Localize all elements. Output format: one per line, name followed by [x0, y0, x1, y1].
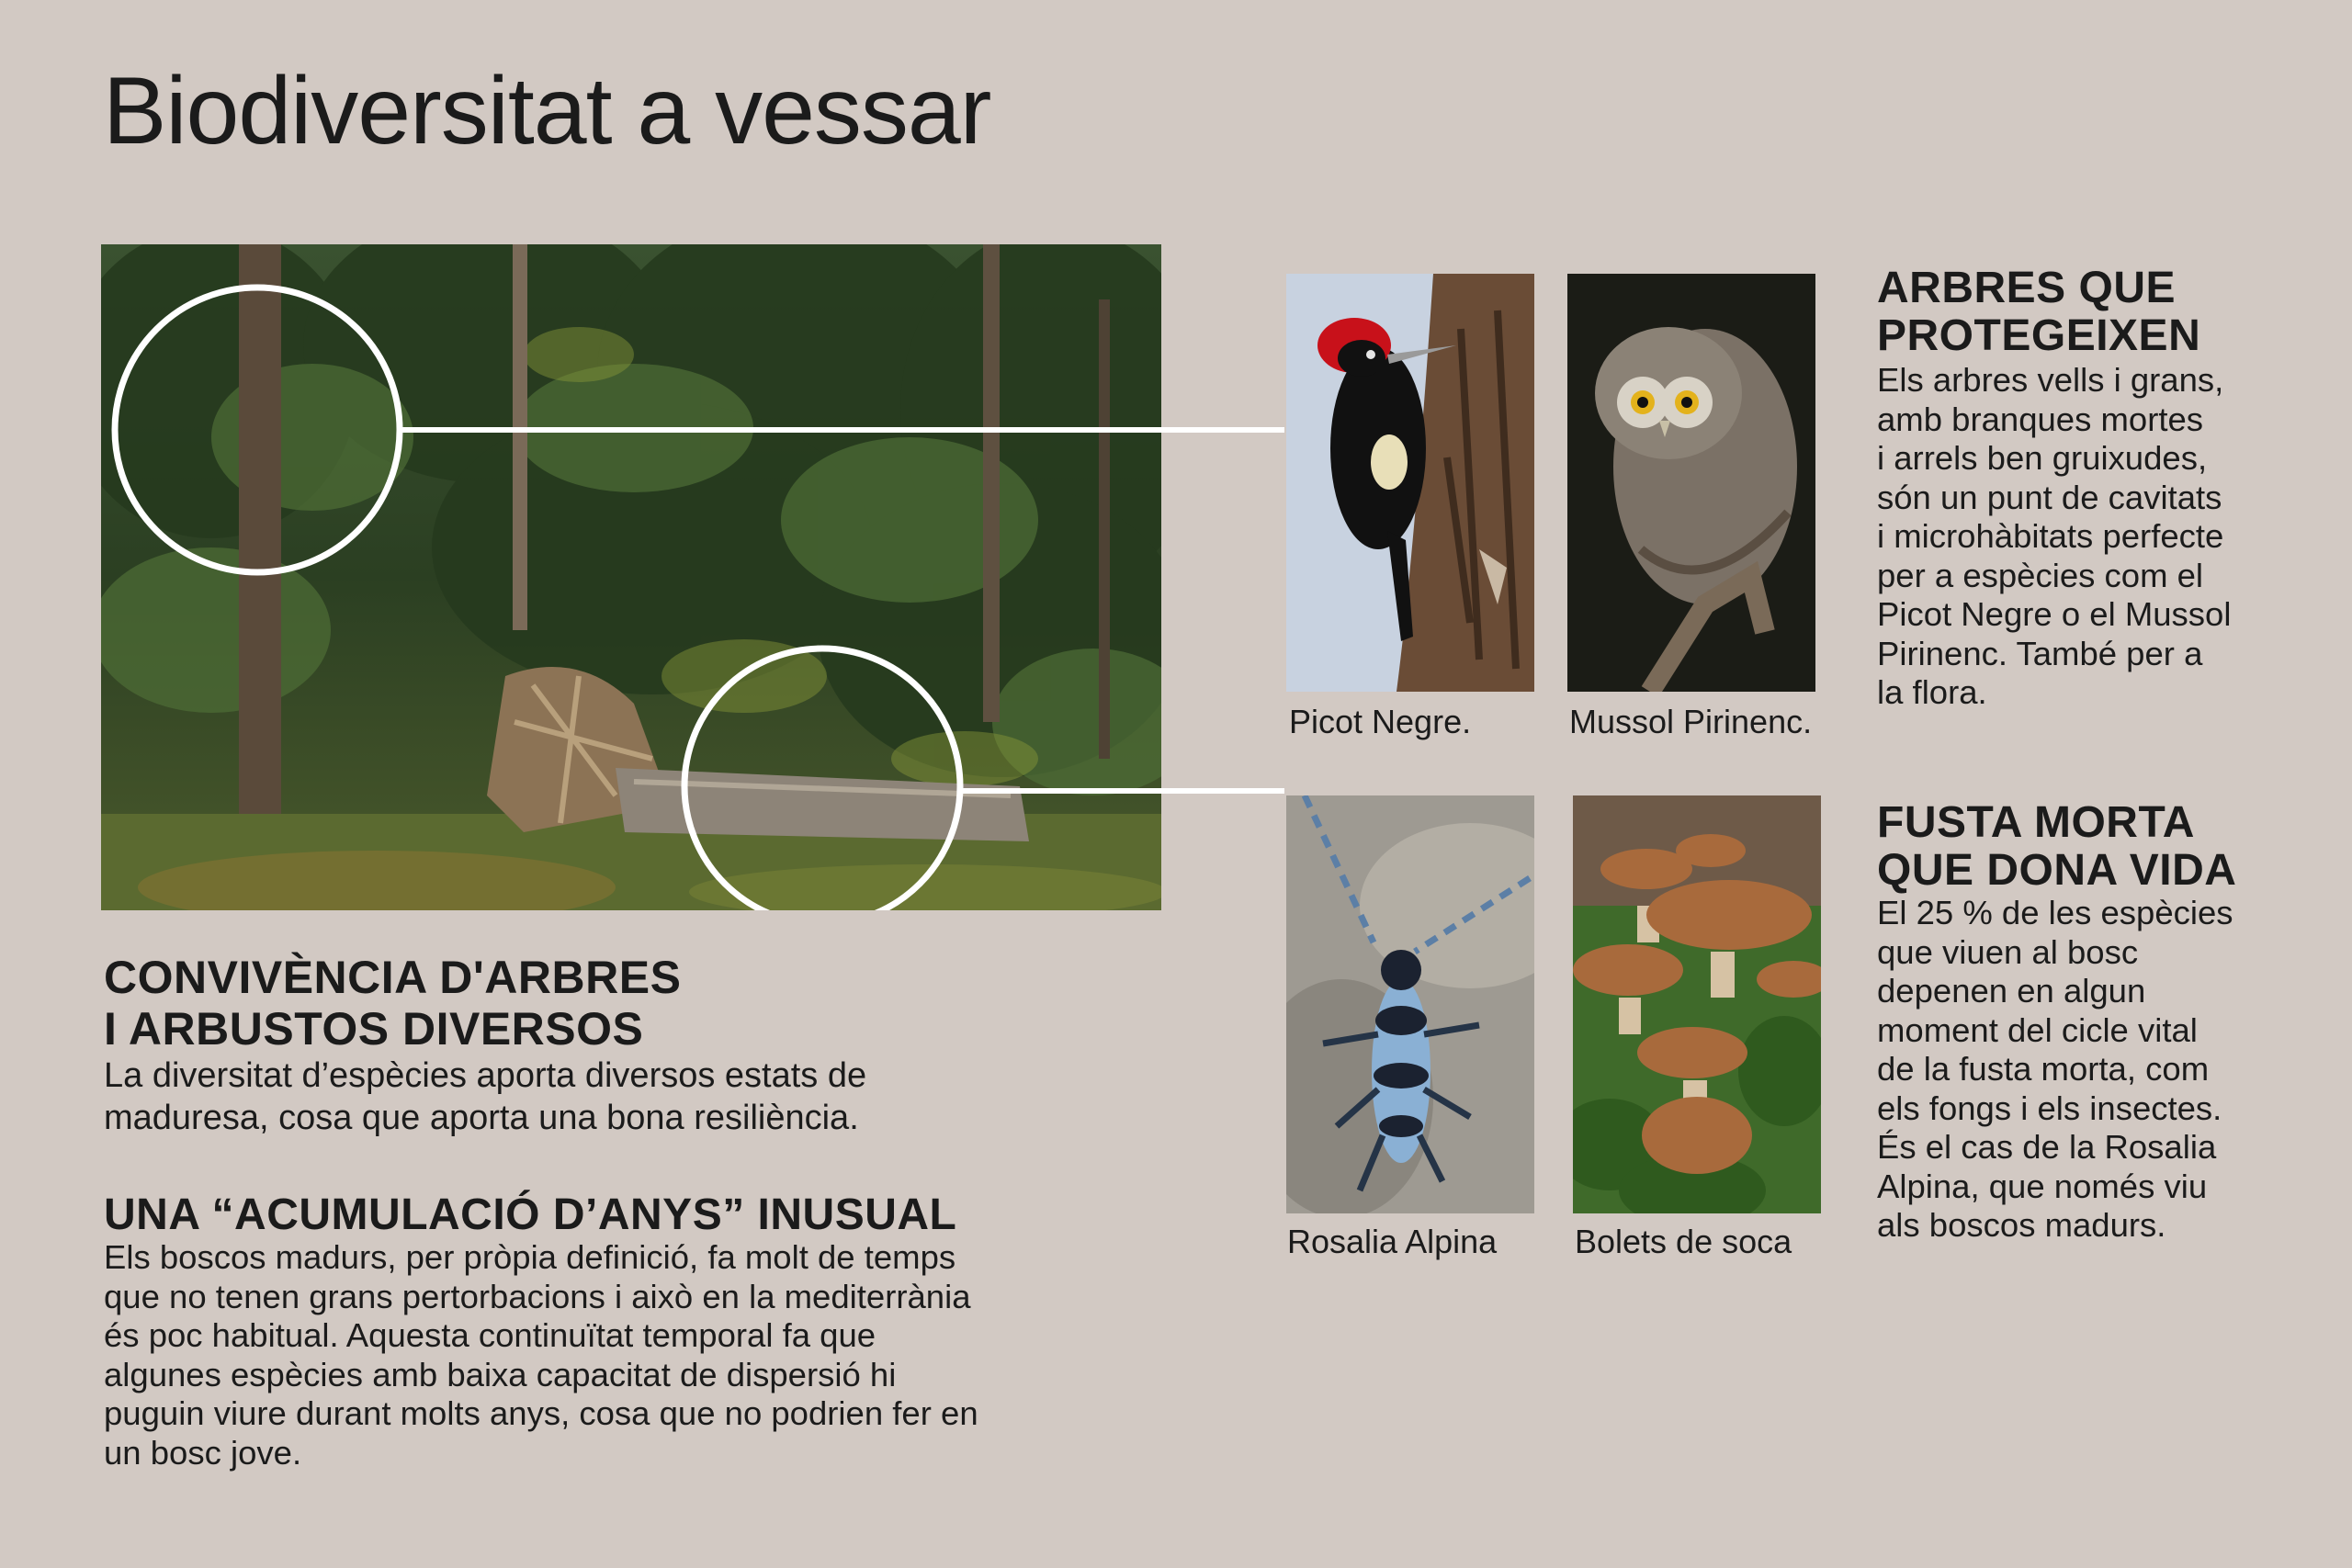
years-body [104, 1238, 978, 1472]
caption-bolets-de-soca: Bolets de soca [1575, 1223, 1792, 1260]
trees-body-line: Els arbres vells i grans, [1877, 361, 2224, 399]
caption-mussol-pirinenc: Mussol Pirinenc. [1569, 703, 1813, 740]
deadwood-heading-line: FUSTA MORTA [1877, 798, 2195, 847]
deadwood-body-line: que viuen al bosc [1877, 932, 2139, 971]
coexistence-body-line: maduresa, cosa que aporta una bona resiliència. [104, 1099, 859, 1137]
trees-body-line: la flora. [1877, 673, 1987, 711]
trees-body-line: i microhàbitats perfecte [1877, 517, 2224, 555]
years-body-line: que no tenen grans pertorbacions i això en la mediterrània [104, 1277, 971, 1315]
deadwood-body [1877, 894, 2233, 1246]
trees-body-line: amb branques mortes [1877, 400, 2204, 438]
years-body-line: puguin viure durant molts anys, cosa que no podrien fer en [104, 1394, 978, 1432]
deadwood-body-line: depenen en algun [1877, 972, 2146, 1010]
trees-heading-line: PROTEGEIXEN [1877, 311, 2201, 360]
coexistence-heading-line: I ARBUSTOS DIVERSOS [104, 1003, 644, 1055]
deadwood-body-line: de la fusta morta, com [1877, 1050, 2210, 1088]
forest-photo [101, 244, 1161, 910]
deadwood-body-line: els fongs i els insectes. [1877, 1089, 2222, 1127]
deadwood-body-line: Alpina, que només viu [1877, 1167, 2208, 1205]
deadwood-body-line: El 25 % de les espècies [1877, 894, 2233, 931]
coexistence-heading-line: CONVIVÈNCIA D'ARBRES [104, 952, 682, 1003]
page-title: Biodiversitat a vessar [103, 58, 991, 164]
years-body-line: és poc habitual. Aquesta continuïtat temporal fa que [104, 1316, 876, 1354]
years-heading [104, 1190, 956, 1240]
stump-mushrooms-photo [1573, 795, 1821, 1213]
trees-body-line: són un punt de cavitats [1877, 478, 2222, 516]
caption-picot-negre: Picot Negre. [1289, 703, 1472, 740]
trees-body-line: Picot Negre o el Mussol [1877, 595, 2232, 633]
trees-heading [1877, 265, 2200, 360]
years-body-line: Els boscos madurs, per pròpia definició, fa molt de temps [104, 1238, 956, 1276]
trees-body-line: Pirinenc. També per a [1877, 634, 2203, 672]
deadwood-body-line: als boscos madurs. [1877, 1206, 2166, 1244]
years-body-line: algunes espècies amb baixa capacitat de dispersió hi [104, 1355, 897, 1393]
deadwood-heading-line: QUE DONA VIDA [1877, 846, 2237, 895]
black-woodpecker-photo [1286, 274, 1534, 692]
trees-body-line: i arrels ben gruixudes, [1877, 439, 2208, 477]
tengmalm-owl-photo [1567, 274, 1815, 692]
years-body-line: un bosc jove. [104, 1433, 302, 1472]
years-heading-line: UNA “ACUMULACIÓ D’ANYS” INUSUAL [104, 1190, 957, 1239]
coexistence-body-line: La diversitat d’espècies aporta diversos estats de [104, 1056, 867, 1095]
trees-heading-line: ARBRES QUE [1877, 264, 2177, 312]
coexistence-heading [104, 952, 681, 1055]
caption-rosalia-alpina: Rosalia Alpina [1287, 1223, 1498, 1260]
deadwood-body-line: moment del cicle vital [1877, 1010, 2198, 1049]
deadwood-body-line: És el cas de la Rosalia [1877, 1128, 2217, 1166]
trees-body-line: per a espècies com el [1877, 556, 2204, 594]
deadwood-heading [1877, 799, 2236, 895]
trees-body [1877, 361, 2231, 713]
coexistence-body [104, 1055, 866, 1139]
rosalia-alpina-photo [1286, 795, 1534, 1213]
